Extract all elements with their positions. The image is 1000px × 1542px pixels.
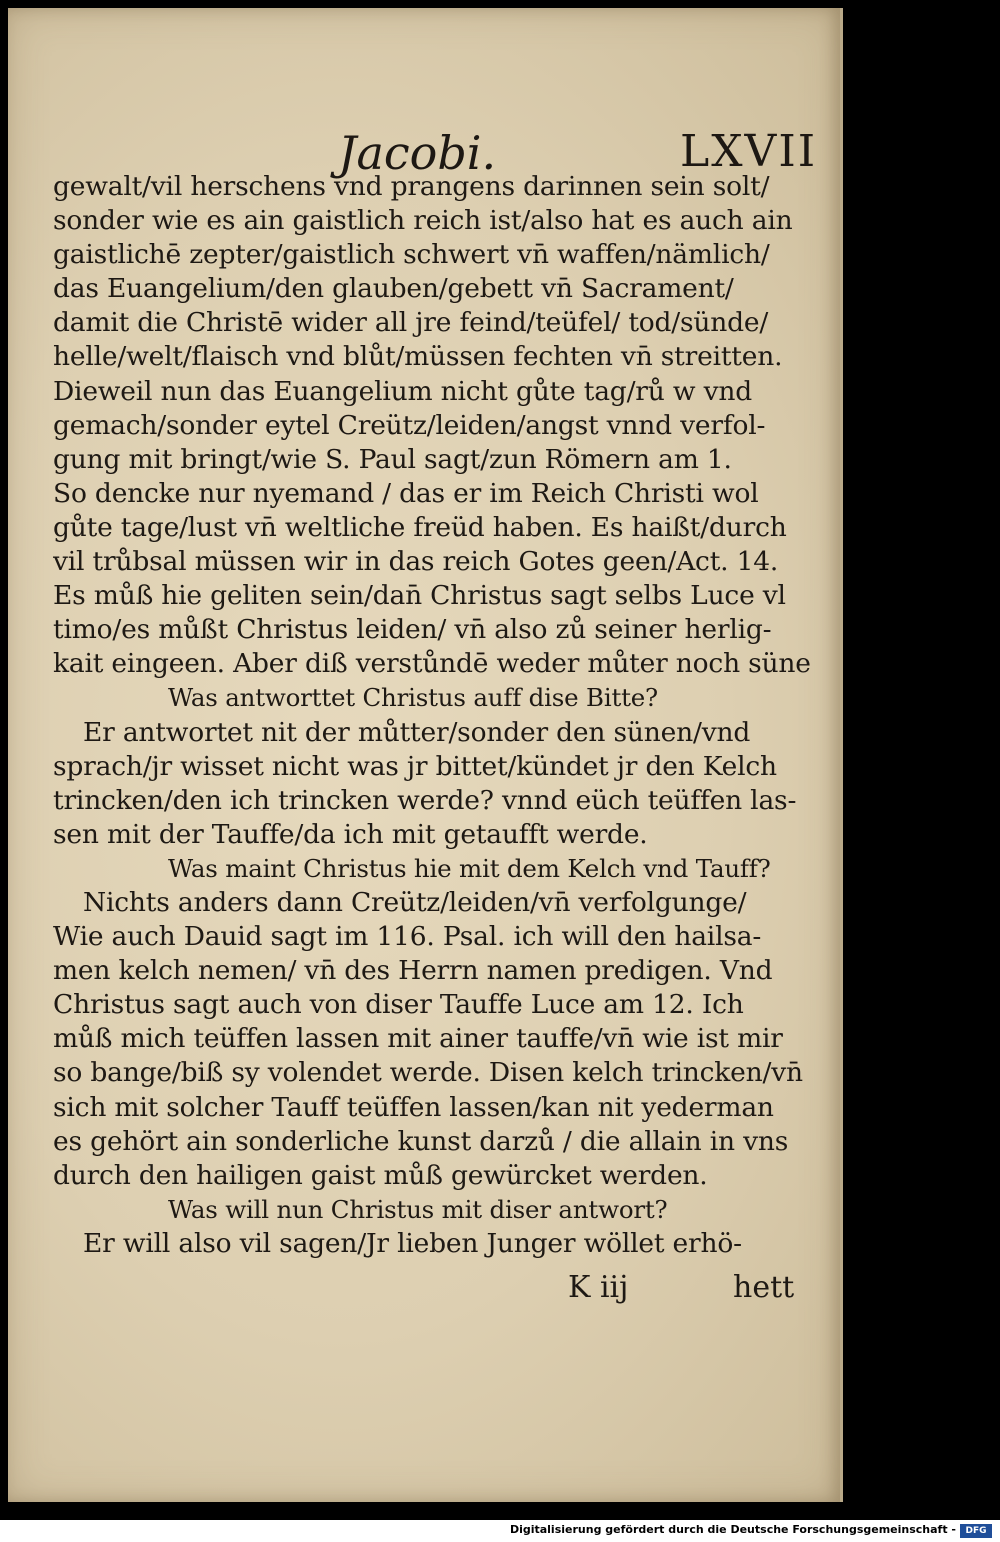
question-line: Was antworttet Christus auff dise Bitte?: [168, 683, 658, 713]
question-line: Was will nun Christus mit diser antwort?: [168, 1194, 668, 1224]
text-line: sich mit solcher Tauff teüffen lassen/kan nit yederman: [53, 1091, 774, 1123]
text-line: gůte tage/lust vn̄ weltliche freüd haben. Es haißt/durch: [53, 511, 787, 543]
text-line: durch den hailigen gaist můß gewürcket werden.: [53, 1159, 708, 1191]
folio-number: LXVII: [680, 126, 818, 177]
text-line: das Euangelium/den glauben/gebett vn̄ Sacrament/: [53, 273, 734, 305]
text-line: vil trůbsal müssen wir in das reich Gotes geen/Act. 14.: [53, 546, 779, 578]
text-line: kait eingeen. Aber diß verstůndē weder můter noch süne: [53, 648, 811, 680]
text-line: helle/welt/flaisch vnd blůt/müssen fechten vn̄ streitten.: [53, 341, 783, 373]
dfg-logo: DFG: [960, 1524, 992, 1538]
text-line: so bange/biß sy volendet werde. Disen kelch trincken/vn̄: [53, 1057, 803, 1089]
body-text: [53, 170, 823, 1261]
catchword: hett: [733, 1270, 795, 1305]
text-line: Er antwortet nit der můtter/sonder den sünen/vnd: [83, 716, 751, 748]
text-line: Er will also vil sagen/Jr lieben Junger wöllet erhö-: [83, 1227, 742, 1259]
page-header: [8, 126, 840, 180]
book-page: [8, 8, 843, 1502]
question-line: Was maint Christus hie mit dem Kelch vnd Tauff?: [168, 853, 771, 883]
text-line: es gehört ain sonderliche kunst darzů / die allain in vns: [53, 1125, 789, 1157]
text-line: sonder wie es ain gaistlich reich ist/also hat es auch ain: [53, 205, 793, 237]
text-line: gewalt/vil herschens vnd prangens darinnen sein solt/: [53, 171, 770, 202]
text-line: Nichts anders dann Creütz/leiden/vn̄ verfolgunge/: [83, 886, 747, 918]
text-line: sen mit der Tauffe/da ich mit getaufft werde.: [53, 818, 648, 850]
text-line: damit die Christē wider all jre feind/teüfel/ tod/sünde/: [53, 307, 769, 339]
text-line: Dieweil nun das Euangelium nicht gůte tag/rů w vnd: [53, 375, 752, 407]
text-line: timo/es můßt Christus leiden/ vn̄ also zů seiner herlig-: [53, 614, 772, 646]
text-line: Wie auch Dauid sagt im 116. Psal. ich will den hailsa-: [53, 921, 762, 953]
text-line: Christus sagt auch von diser Tauffe Luce am 12. Ich: [53, 989, 744, 1021]
text-line: gemach/sonder eytel Creütz/leiden/angst vnnd verfol-: [53, 409, 766, 441]
credit-text: Digitalisierung gefördert durch die Deutsche Forschungsgemeinschaft -: [509, 1523, 956, 1536]
text-line: můß mich teüffen lassen mit ainer tauffe/vn̄ wie ist mir: [53, 1023, 783, 1055]
text-line: So dencke nur nyemand / das er im Reich Christi wol: [53, 477, 759, 509]
text-line: sprach/jr wisset nicht was jr bittet/kündet jr den Kelch: [53, 750, 777, 782]
text-line: trincken/den ich trincken werde? vnnd eüch teüffen las-: [53, 784, 797, 816]
page-footer: [8, 1270, 840, 1310]
signature-mark: K iij: [568, 1270, 629, 1305]
credit-bar: [0, 1520, 1000, 1542]
text-line: gaistlichē zepter/gaistlich schwert vn̄ waffen/nämlich/: [53, 239, 770, 271]
running-head: Jacobi.: [338, 126, 497, 180]
text-line: Es můß hie geliten sein/dan̄ Christus sagt selbs Luce vl: [53, 580, 786, 612]
text-line: men kelch nemen/ vn̄ des Herrn namen predigen. Vnd: [53, 955, 773, 987]
text-line: gung mit bringt/wie S. Paul sagt/zun Römern am 1.: [53, 443, 732, 475]
